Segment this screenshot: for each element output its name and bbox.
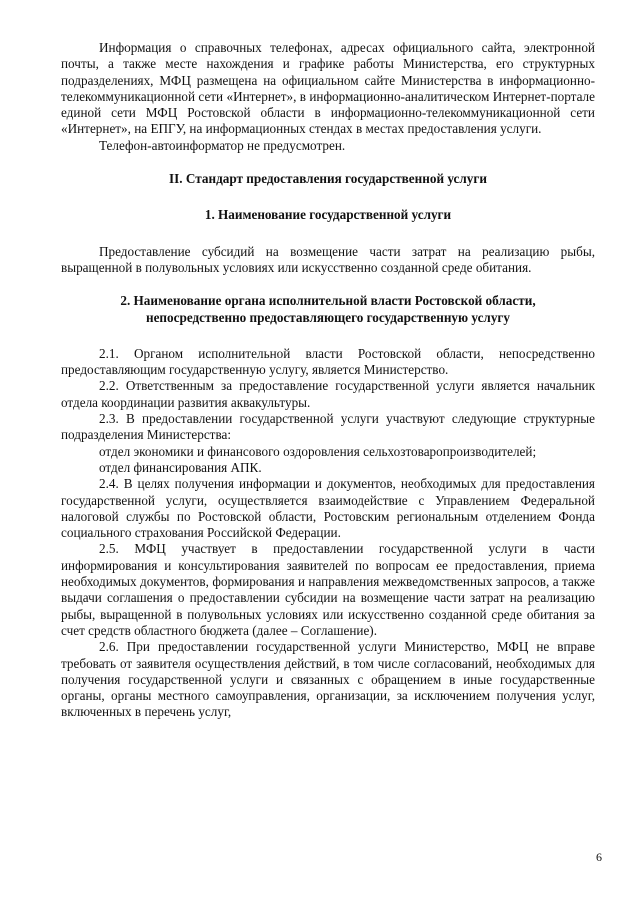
document-body <box>61 40 595 721</box>
intro-paragraph-autoinformer: Телефон-автоинформатор не предусмотрен. <box>99 137 346 153</box>
subsection-2-title-line-2: непосредственно предоставляющего государственную услугу <box>145 309 510 325</box>
paragraph-2-5: 2.5. МФЦ участвует в предоставлении государственной услуги в части информирования и консультирования заявителей по вопросам ее предоставления, приема необходимых документов, формирования и направления межведомственных запросов, а также выдачи соглашения о предоставлении субсидии на возмещение части затрат на реализацию рыбы, выращенной в полувольных условиях или искусственно созданной среде обитания за счет средств областного бюджета (далее – Соглашение). <box>61 541 595 638</box>
paragraph-2-3: 2.3. В предоставлении государственной услуги участвуют следующие структурные подразделения Министерства: <box>61 411 595 443</box>
paragraph-2-3-item-1: отдел экономики и финансового оздоровления сельхозтоваропроизводителей; <box>99 443 537 459</box>
paragraph-2-4: 2.4. В целях получения информации и документов, необходимых для предоставления государственной услуги, осуществляется взаимодействие с Управлением Федеральной налоговой службы по Ростовской области, Ростовским региональным отделением Фонда социального страхования Российской Федерации. <box>61 476 595 541</box>
subsection-1-text: Предоставление субсидий на возмещение части затрат на реализацию рыбы, выращенной в полувольных условиях или искусственно созданной среде обитания. <box>61 243 595 275</box>
paragraph-2-6: 2.6. При предоставлении государственной услуги Министерство, МФЦ не вправе требовать от заявителя осуществления действий, в том числе согласований, необходимых для получения государственной услуги и связанных с обращением в иные государственные органы, органы местного самоуправления, организации, за исключением получения услуг, включенных в перечень услуг, <box>61 639 595 720</box>
paragraph-2-2: 2.2. Ответственным за предоставление государственной услуги является начальник отдела координации развития аквакультуры. <box>61 378 595 410</box>
section-title: II. Стандарт предоставления государственной услуги <box>169 171 487 187</box>
intro-paragraph-contacts: Информация о справочных телефонах, адресах официального сайта, электронной почты, а также месте нахождения и графике работы Министерства, его структурных подразделениях, МФЦ размещена на официальном сайте Министерства в информационно-телекоммуникационной сети «Интернет», в информационно-аналитическом Интернет-портале единой сети МФЦ Ростовской области в информационно-телекоммуникационной сети «Интернет», на ЕПГУ, на информационных стендах в местах предоставления услуги. <box>61 40 595 137</box>
page-number: 6 <box>596 850 602 864</box>
paragraph-2-3-item-2: отдел финансирования АПК. <box>99 459 262 475</box>
paragraph-2-1: 2.1. Органом исполнительной власти Ростовской области, непосредственно предоставляющим государственную услугу, является Министерство. <box>61 345 595 378</box>
subsection-2-title-line-1: 2. Наименование органа исполнительной власти Ростовской области, <box>120 293 536 309</box>
subsection-1-title: 1. Наименование государственной услуги <box>204 207 452 223</box>
